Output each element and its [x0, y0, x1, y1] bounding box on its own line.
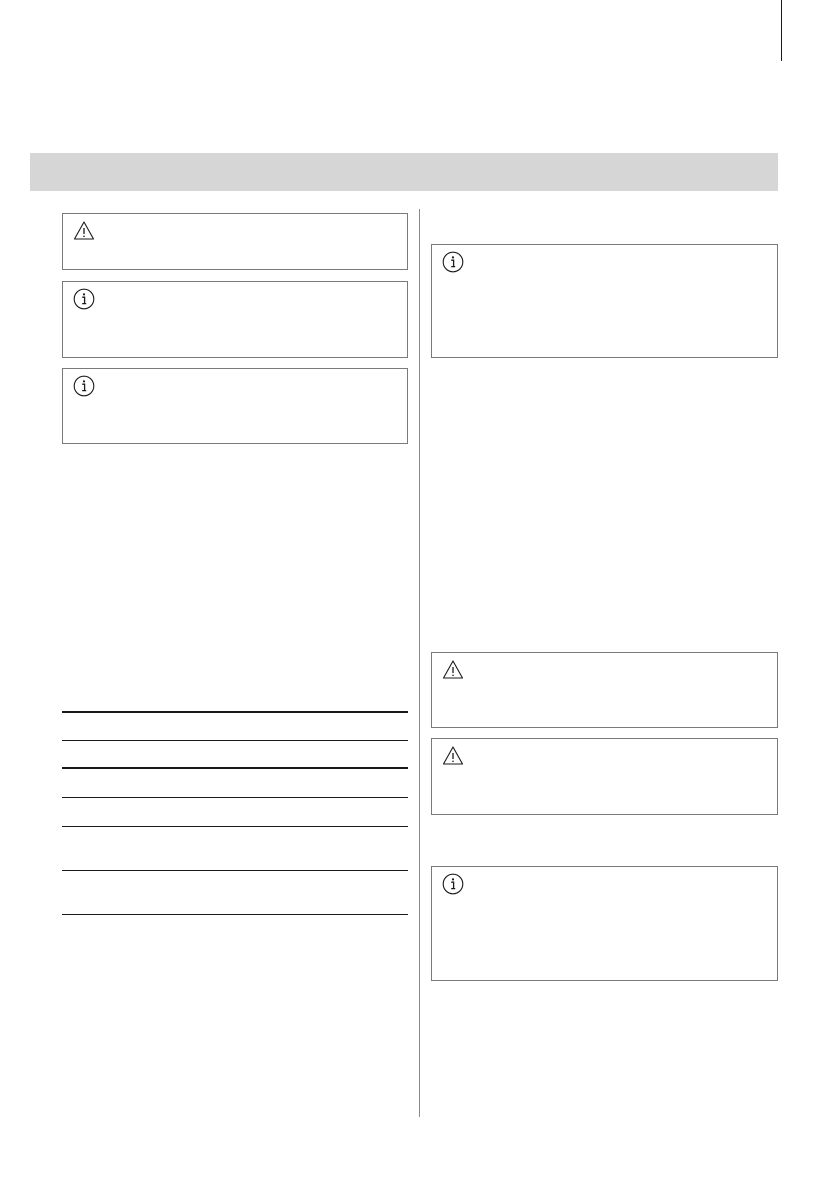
table-row-rule — [62, 826, 408, 827]
table-row-rule — [62, 740, 408, 741]
column-divider — [419, 209, 420, 1117]
info-circle-icon — [73, 375, 95, 397]
info-notice — [62, 281, 408, 358]
table-row-rule — [62, 797, 408, 798]
info-notice — [431, 866, 778, 981]
warning-triangle-icon — [442, 745, 464, 767]
table-header-rule — [62, 767, 408, 769]
table-row-rule — [62, 870, 408, 871]
warning-notice — [62, 213, 408, 270]
warning-triangle-icon — [73, 220, 95, 242]
warning-notice — [431, 652, 778, 728]
section-heading-bar — [30, 153, 778, 191]
warning-notice — [431, 738, 778, 815]
table-bottom-rule — [62, 914, 408, 915]
info-notice — [62, 368, 408, 444]
info-notice — [431, 244, 778, 358]
table-top-rule — [62, 711, 408, 713]
info-circle-icon — [442, 873, 464, 895]
warning-triangle-icon — [442, 659, 464, 681]
info-circle-icon — [442, 251, 464, 273]
crop-mark — [781, 0, 782, 61]
info-circle-icon — [73, 288, 95, 310]
